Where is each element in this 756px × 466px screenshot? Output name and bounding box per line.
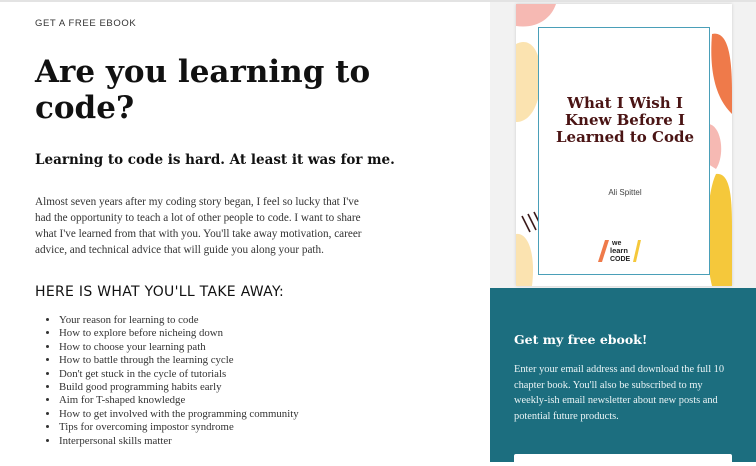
page-subtitle: Learning to code is hard. At least it was for me. [35,152,395,168]
cover-title: What I Wish I Knew Before I Learned to Code [555,94,694,146]
we-learn-code-logo [596,236,646,264]
logo-word-learn: learn [610,246,628,255]
page-title: Are you learning to code? [35,54,371,126]
logo-word-we: we [612,240,622,247]
list-item: • How to choose your learning path [59,341,299,354]
list-item: • Build good programming habits early [59,381,299,394]
email-field[interactable] [514,454,732,466]
eyebrow-label: GET A FREE EBOOK [35,18,137,29]
list-item: • Your reason for learning to code [59,314,299,327]
cover-author: Ali Spittel [608,188,642,197]
signup-title: Get my free ebook! [514,332,648,347]
takeaway-heading: HERE IS WHAT YOU'LL TAKE AWAY: [35,284,284,300]
list-item: • Aim for T-shaped knowledge [59,394,299,407]
list-item: • Tips for overcoming impostor syndrome [59,421,299,434]
signup-description: Enter your email address and download the full 10 chapter book. You'll also be subscribed to my weekly-ish email newsletter about new posts and potential future products. [514,364,725,422]
list-item: • How to get involved with the programming community [59,408,299,421]
list-item: • How to explore before nicheing down [59,327,299,340]
list-item: • Interpersonal skills matter [59,435,299,448]
list-item: • How to battle through the learning cycle [59,354,299,367]
intro-paragraph: Almost seven years after my coding story began, I feel so lucky that I've had the opportunity to teach a lot of other people to code. I want to share what I've learned from that with you. You'll take away motivation, career advice, and technical advice that will guide you along your path. [35,196,362,256]
logo-word-code: CODE [610,256,631,263]
takeaway-list [45,314,299,448]
signup-panel [490,288,756,462]
list-item: • Don't get stuck in the cycle of tutorials [59,368,299,381]
